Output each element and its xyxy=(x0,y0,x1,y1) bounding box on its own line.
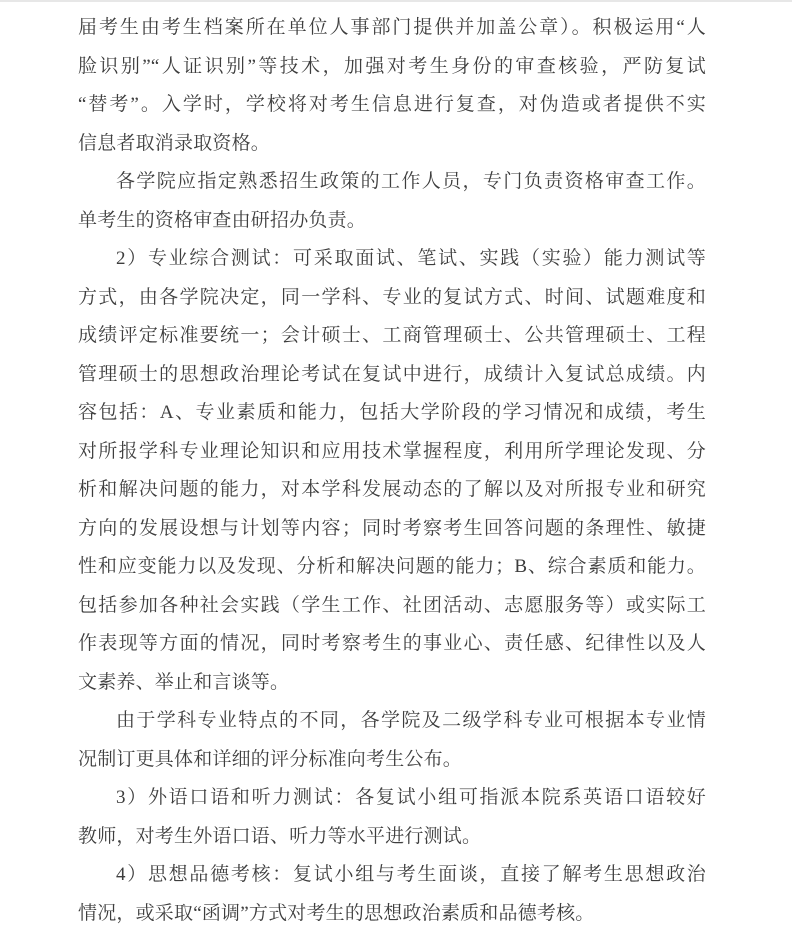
document-line: 信息者取消录取资格。 xyxy=(78,132,271,154)
document-line: 况制订更具体和详细的评分标准向考生公布。 xyxy=(78,748,463,770)
document-line: 析和解决问题的能力，对本学科发展动态的了解以及对所报专业和研究 xyxy=(78,479,706,500)
document-line: 管理硕士的思想政治理论考试在复试中进行，成绩计入复试总成绩。内 xyxy=(78,363,706,385)
document-line: 由于学科专业特点的不同，各学院及二级学科专业可根据本专业情 xyxy=(116,710,706,731)
document-line: 情况，或采取“函调”方式对考生的思想政治素质和品德考核。 xyxy=(78,902,595,924)
document-page xyxy=(78,0,706,933)
document-line: 单考生的资格审查由研招办负责。 xyxy=(78,209,367,231)
document-line: 成绩评定标准要统一；会计硕士、工商管理硕士、公共管理硕士、工程 xyxy=(78,325,706,346)
document-line: 方式，由各学院决定，同一学科、专业的复试方式、时间、试题难度和 xyxy=(78,286,706,308)
document-line: 2）专业综合测试：可采取面试、笔试、实践（实验）能力测试等 xyxy=(116,248,706,269)
document-line: 方向的发展设想与计划等内容；同时考察考生回答问题的条理性、敏捷 xyxy=(78,517,706,539)
document-line: 教师，对考生外语口语、听力等水平进行测试。 xyxy=(78,825,482,847)
document-line: 对所报学科专业理论知识和应用技术掌握程度，利用所学理论发现、分 xyxy=(78,440,706,462)
document-line: 文素养、举止和言谈等。 xyxy=(78,671,290,693)
document-line: 容包括：A、专业素质和能力，包括大学阶段的学习情况和成绩，考生 xyxy=(78,402,706,423)
document-line: 届考生由考生档案所在单位人事部门提供并加盖公章）。积极运用“人 xyxy=(78,17,706,38)
document-line: 脸识别”“人证识别”等技术，加强对考生身份的审查核验，严防复试 xyxy=(78,55,706,77)
document-line: 作表现等方面的情况，同时考察考生的事业心、责任感、纪律性以及人 xyxy=(78,633,706,654)
document-line: 各学院应指定熟悉招生政策的工作人员，专门负责资格审查工作。 xyxy=(116,171,706,192)
document-line: 3）外语口语和听力测试：各复试小组可指派本院系英语口语较好 xyxy=(116,787,706,808)
document-line: 4）思想品德考核：复试小组与考生面谈，直接了解考生思想政治 xyxy=(116,864,706,885)
document-line: 包括参加各种社会实践（学生工作、社团活动、志愿服务等）或实际工 xyxy=(78,594,706,616)
document-line: “替考”。入学时，学校将对考生信息进行复查，对伪造或者提供不实 xyxy=(78,94,706,115)
document-line: 性和应变能力以及发现、分析和解决问题的能力；B、综合素质和能力。 xyxy=(78,556,706,577)
